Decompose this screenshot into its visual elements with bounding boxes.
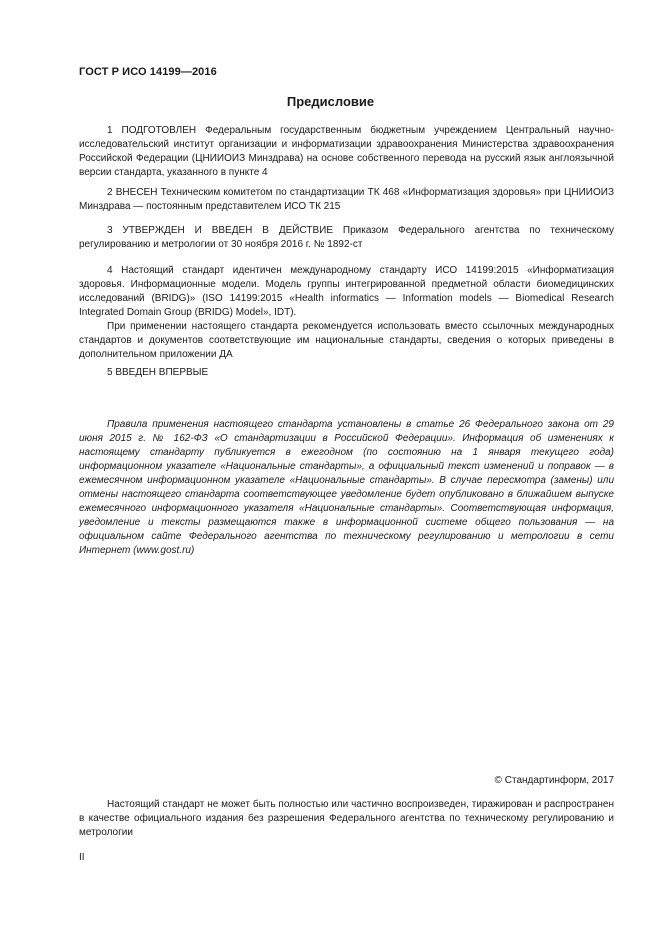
- paragraph-5: 5 ВВЕДЕН ВПЕРВЫЕ: [107, 367, 209, 378]
- paragraph-4: [79, 264, 614, 362]
- rules-note: Правила применения настоящего стандарта установлены в статье 26 Федерального закона от 29 июня 2015 г. № 162-ФЗ «О стандартизации в Российской Федерации». Информация об изменениях к настоящему стандарту публикуется в ежегодном (по состоянию на 1 января текущего года) информационном указателе «Национальные стандарты», а официальный текст изменений и поправок — в ежемесячном информационном указателе «Национальные стандарты». В случае пересмотра (замены) или отмены настоящего стандарта соответствующее уведомление будет опубликовано в ближайшем выпуске ежемесячного информационного указателя «Национальные стандарты». Соответствующая информация, уведомление и тексты размещаются также в информационной системе общего пользования — на официальном сайте Федерального агентства по техническому регулированию и метрологии в сети Интернет (www.gost.ru): [79, 419, 614, 556]
- page-number: II: [79, 852, 85, 863]
- paragraph-4-note: При применении настоящего стандарта рекомендуется использовать вместо ссылочных международных стандартов и документов соответствующие им национальные стандарты, сведения о которых приведены в дополнительном приложении ДА: [79, 321, 614, 360]
- standard-code: ГОСТ Р ИСО 14199—2016: [79, 66, 217, 78]
- page-title: Предисловие: [286, 94, 375, 109]
- copyright: © Стандартинформ, 2017: [494, 775, 614, 786]
- reproduction-note: Настоящий стандарт не может быть полностью или частично воспроизведен, тиражирован и распространен в качестве официального издания без разрешения Федерального агентства по техническому регулированию и метрологии: [79, 799, 614, 838]
- paragraph-3: 3 УТВЕРЖДЕН И ВВЕДЕН В ДЕЙСТВИЕ Приказом Федерального агентства по техническому регулированию и метрологии от 30 ноября 2016 г. № 1892-ст: [79, 225, 614, 250]
- paragraph-4-main: 4 Настоящий стандарт идентичен международному стандарту ИСО 14199:2015 «Информатизация здоровья. Информационные модели. Модель группы интегрированной предметной области биомедицинских исследований (BRIDG)» (ISO 14199:2015 «Health informatics — Information models — Biomedical Research Integrated Domain Group (BRIDG) Model», IDT).: [79, 265, 614, 318]
- paragraph-1: 1 ПОДГОТОВЛЕН Федеральным государственным бюджетным учреждением Центральный научно-исследовательский институт организации и информатизации здравоохранения Министерства здравоохранения Российской Федерации (ЦНИИОИЗ Минздрава) на основе собственного перевода на русский язык англоязычной версии стандарта, указанного в пункте 4: [79, 125, 614, 178]
- paragraph-2: 2 ВНЕСЕН Техническим комитетом по стандартизации ТК 468 «Информатизация здоровья» при ЦНИИОИЗ Минздрава — постоянным представителем ИСО ТК 215: [79, 187, 614, 212]
